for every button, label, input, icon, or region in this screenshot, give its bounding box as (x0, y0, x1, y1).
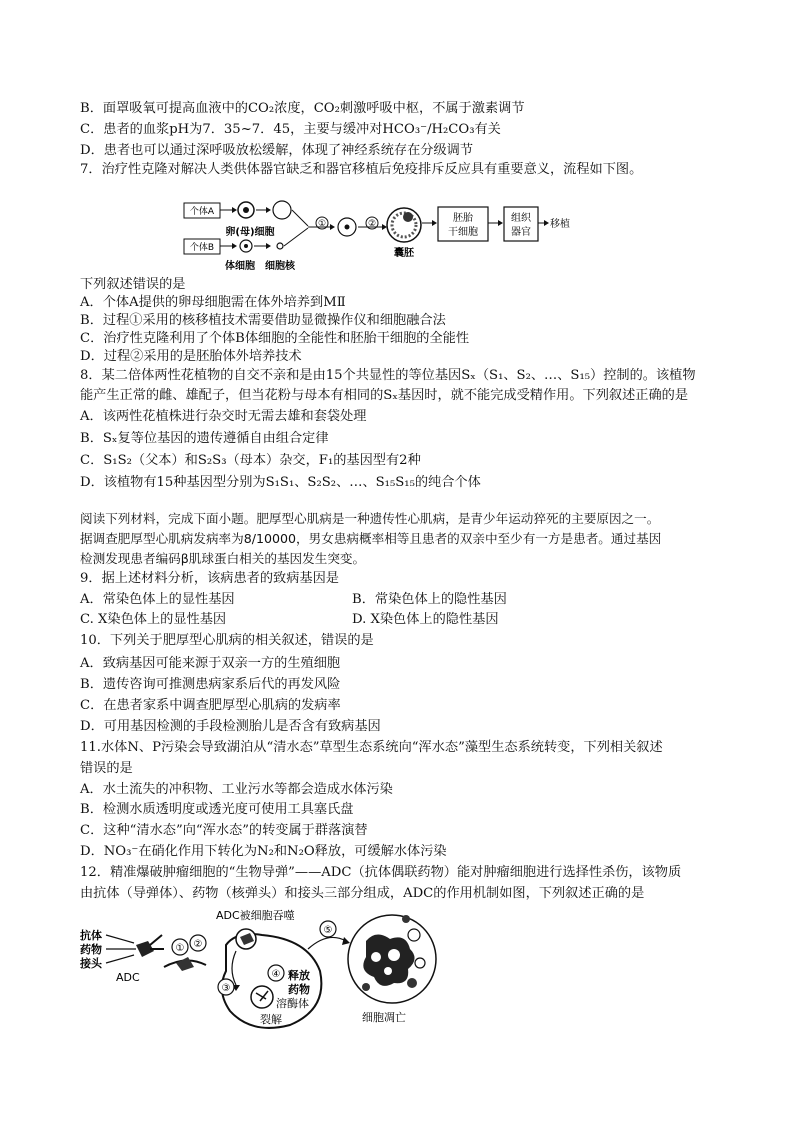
apoptotic-cell (348, 915, 436, 1003)
q9-option-d: D. X染色体上的隐性基因 (352, 612, 499, 627)
adc-step-1: ① (175, 943, 185, 954)
q10-option-a: A．致病基因可能来源于双亲一方的生殖细胞 (80, 656, 341, 671)
q7-option-b: B．过程①采用的核移植技术需要借助显微操作仪和细胞融合法 (80, 313, 446, 328)
question-8-line-1: 8．某二倍体两性花植物的自交不亲和是由15个共显性的等位基因Sₓ（S₁、S₂、…、S₁₅）控制的。该植物 (80, 368, 696, 383)
question-12-line-1: 12．精准爆破肿瘤细胞的“生物导弹”——ADC（抗体偶联药物）能对肿瘤细胞进行选择性杀伤，该物质 (80, 865, 682, 880)
adc-step-2: ② (193, 939, 203, 950)
q10-option-c: C．在患者家系中调查肥厚型心肌病的发病率 (80, 698, 341, 713)
esc-label-2: 干细胞 (448, 227, 478, 238)
q11-option-d: D．NO₃⁻在硝化作用下转化为N₂和N₂O释放，可缓解水体污染 (80, 844, 447, 859)
oocyte-label: 卵(母)细胞 (225, 227, 275, 238)
material-line-1: 阅读下列材料，完成下面小题。肥厚型心肌病是一种遗传性心肌病，是青少年运动猝死的主要原因之一。 (80, 511, 660, 526)
enucleated-oocyte (273, 201, 291, 219)
esc-label-1: 胚胎 (453, 213, 473, 224)
q11-option-b: B．检测水质透明度或透光度可使用工具塞氏盘 (80, 802, 354, 817)
adc-mechanism-diagram (76, 905, 456, 1040)
q8-option-c: C．S₁S₂（父本）和S₂S₃（母本）杂交，F₁的基因型有2种 (80, 453, 421, 468)
option-d-breathing: D．患者也可以通过深呼吸放松缓解，体现了神经系统存在分级调节 (80, 143, 474, 158)
linker-label: 接头 (80, 957, 102, 970)
release-label-1: 释放 (288, 969, 310, 982)
material-line-3: 检测发现患者编码β肌球蛋白相关的基因发生突变。 (80, 551, 366, 566)
antibody-label: 抗体 (80, 929, 102, 942)
q10-option-d: D．可用基因检测的手段检测胎儿是否含有致病基因 (80, 719, 381, 734)
individual-b-label: 个体B (189, 243, 215, 253)
question-7-stem: 下列叙述错误的是 (80, 277, 186, 292)
adc-molecule (136, 935, 164, 957)
question-11-line-1: 11.水体N、P污染会导致湖泊从“清水态”草型生态系统向“浑水态”藻型生态系统转变，下列相关叙述 (80, 740, 663, 755)
q11-option-c: C．这种“清水态”向“浑水态”的转变属于群落演替 (80, 823, 368, 838)
adc-step-4: ④ (271, 969, 281, 980)
blastocyst-label: 囊胚 (394, 248, 414, 259)
cloning-flow-diagram (180, 193, 580, 273)
material-line-2: 据调查肥厚型心肌病发病率为8/10000，男女患病概率相等且患者的双亲中至少有一方是患者。通过基因 (80, 531, 662, 546)
q7-option-c: C．治疗性克隆利用了个体B体细胞的全能性和胚胎干细胞的全能性 (80, 331, 470, 346)
q8-option-d: D．该植物有15种基因型分别为S₁S₁、S₂S₂、…、S₁₅S₁₅的纯合个体 (80, 475, 481, 490)
transplant-label: 移植 (550, 219, 570, 230)
q8-option-b: B．Sₓ复等位基因的遗传遵循自由组合定律 (80, 431, 329, 446)
option-b-respiration: B．面罩吸氧可提高血液中的CO₂浓度，CO₂刺激呼吸中枢，不属于激素调节 (80, 101, 525, 116)
q9-option-b: B．常染色体上的隐性基因 (352, 592, 507, 607)
question-9: 9．据上述材料分析，该病患者的致病基因是 (80, 571, 339, 586)
organ-label-2: 器官 (511, 227, 531, 238)
drug-label: 药物 (80, 943, 102, 956)
somatic-label: 体细胞 (225, 261, 255, 272)
individual-a-label: 个体A (189, 207, 215, 217)
q7-option-a: A．个体A提供的卵母细胞需在体外培养到MⅡ (80, 295, 346, 310)
nucleus-label: 细胞核 (265, 261, 295, 272)
q10-option-b: B．遗传咨询可推测患病家系后代的再发风险 (80, 677, 341, 692)
question-12-line-2: 由抗体（导弹体）、药物（核弹头）和接头三部分组成，ADC的作用机制如图，下列叙述正确的是 (80, 886, 645, 901)
adc-label: ADC (116, 971, 140, 984)
engulfed-label: ADC被细胞吞噬 (216, 909, 295, 922)
q8-option-a: A．该两性花植株进行杂交时无需去雄和套袋处理 (80, 409, 367, 424)
option-c-ph: C．患者的血浆pH为7．35~7．45，主要与缓冲对HCO₃⁻/H₂CO₃有关 (80, 122, 501, 137)
adc-step-3: ③ (221, 983, 231, 994)
q7-option-d: D．过程②采用的是胚胎体外培养技术 (80, 349, 302, 364)
adc-step-5: ⑤ (323, 925, 333, 936)
question-8-line-2: 能产生正常的雌、雄配子，但当花粉与母本有相同的Sₓ基因时，就不能完成受精作用。下列叙述正确的是 (80, 388, 689, 403)
q9-option-c: C. X染色体上的显性基因 (80, 612, 227, 627)
question-10: 10．下列关于肥厚型心肌病的相关叙述，错误的是 (80, 633, 374, 648)
q11-option-a: A．水土流失的冲积物、工业污水等都会造成水体污染 (80, 782, 393, 797)
release-label-2: 药物 (288, 983, 310, 996)
question-11-line-2: 错误的是 (80, 761, 133, 776)
cell-nucleus (277, 243, 283, 249)
q9-option-a: A．常染色体上的显性基因 (80, 592, 235, 607)
lysosome-label-1: 溶酶体 (276, 997, 309, 1010)
step-2-label: ② (367, 219, 377, 229)
organ-label-1: 组织 (511, 213, 531, 224)
apoptosis-label: 细胞凋亡 (362, 1011, 406, 1024)
question-7: 7．治疗性克隆对解决人类供体器官缺乏和器官移植后免疫排斥反应具有重要意义，流程如下图。 (80, 162, 643, 177)
lysosome-label-2: 裂解 (260, 1013, 282, 1026)
step-1-label: ① (317, 219, 327, 229)
